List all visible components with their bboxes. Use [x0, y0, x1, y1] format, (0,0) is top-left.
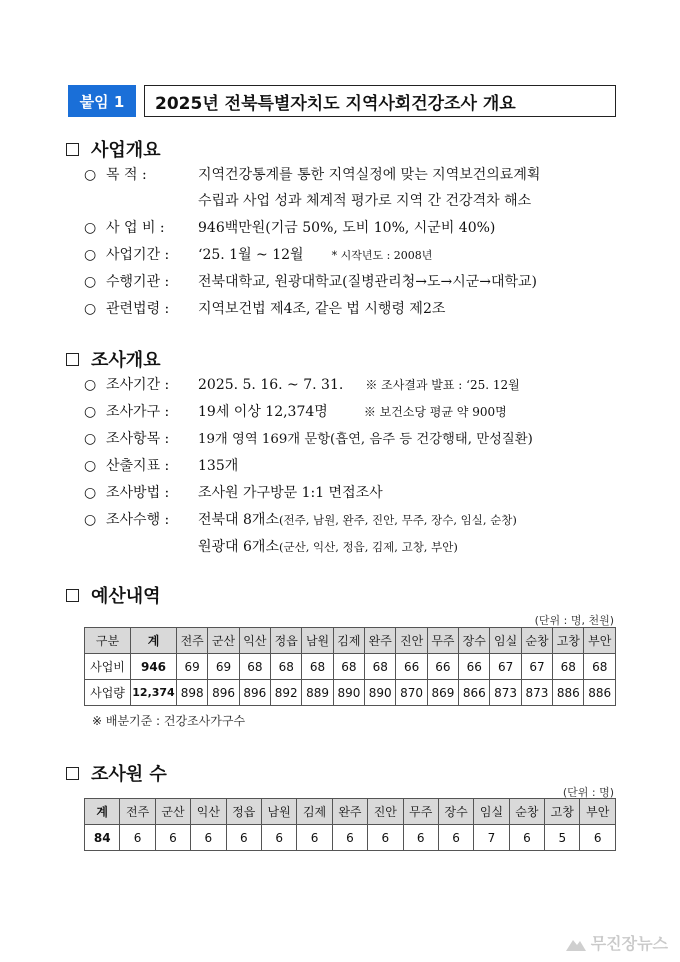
table-cell: 계 — [85, 799, 120, 825]
item-label: 수행기관 : — [106, 274, 170, 290]
table-cell: 69 — [177, 654, 208, 680]
circle-bullet-icon: ○ — [84, 404, 97, 420]
table-row — [85, 654, 616, 680]
item-value: 19개 영역 169개 문항(흡연, 음주 등 건강행태, 만성질환) — [198, 432, 533, 447]
surveyor-unit-label: (단위 : 명) — [562, 786, 614, 799]
table-cell: 7 — [474, 825, 509, 851]
item-label: 조사기간 : — [106, 377, 170, 393]
document-title: 2025년 전북특별자치도 지역사회건강조사 개요 — [144, 85, 616, 117]
table-cell: 889 — [302, 680, 333, 706]
item-value: 946백만원(기금 50%, 도비 10%, 시군비 40%) — [198, 220, 496, 236]
table-cell: 구분 — [85, 628, 131, 654]
list-item — [84, 482, 383, 502]
item-value: 2025. 5. 16. ~ 7. 31. — [198, 377, 344, 393]
table-cell: 김제 — [333, 628, 364, 654]
item-continuation-value: 원광대 6개소 — [198, 539, 279, 555]
title-row — [68, 85, 616, 117]
table-cell: 866 — [459, 680, 490, 706]
watermark-text: 무진장뉴스 — [590, 934, 668, 953]
item-label: 산출지표 : — [106, 458, 170, 474]
table-cell: 완주 — [365, 628, 396, 654]
item-label: 조사항목 : — [106, 431, 170, 447]
circle-bullet-icon: ○ — [84, 301, 97, 317]
list-item — [84, 244, 432, 264]
table-cell: 6 — [403, 825, 438, 851]
table-cell: 진안 — [368, 799, 403, 825]
item-value: ‘25. 1월 ~ 12월 — [198, 247, 304, 263]
table-cell: 고창 — [545, 799, 580, 825]
watermark — [565, 931, 668, 954]
list-item — [84, 509, 517, 529]
attachment-badge: 붙임 1 — [68, 85, 136, 117]
list-item — [84, 455, 238, 475]
table-cell: 84 — [85, 825, 120, 851]
section-heading-text: 조사개요 — [91, 350, 161, 371]
table-cell: 890 — [365, 680, 396, 706]
table-cell: 68 — [584, 654, 616, 680]
table-cell: 익산 — [239, 628, 270, 654]
item-value: 지역건강통계를 통한 지역실정에 맞는 지역보건의료계획 — [198, 167, 541, 183]
circle-bullet-icon: ○ — [84, 220, 97, 236]
budget-footnote: ※ 배분기준 : 건강조사가구수 — [92, 714, 246, 728]
item-value: 전북대학교, 원광대학교(질병관리청→도→시군→대학교) — [198, 274, 538, 290]
item-continuation — [198, 536, 458, 556]
table-cell: 무주 — [403, 799, 438, 825]
table-cell: 정읍 — [271, 628, 302, 654]
circle-bullet-icon: ○ — [84, 247, 97, 263]
square-bullet-icon — [66, 353, 79, 366]
table-cell: 12,374 — [131, 680, 177, 706]
item-note: ※ 보건소당 평균 약 900명 — [363, 405, 507, 419]
table-cell: 장수 — [438, 799, 473, 825]
section-heading-text: 조사원 수 — [91, 764, 167, 785]
table-cell: 946 — [131, 654, 177, 680]
table-cell: 67 — [521, 654, 552, 680]
table-cell: 69 — [208, 654, 239, 680]
table-cell: 896 — [239, 680, 270, 706]
list-item — [84, 401, 507, 421]
table-cell: 군산 — [208, 628, 239, 654]
table-cell: 6 — [261, 825, 296, 851]
section-heading-business — [66, 136, 161, 162]
table-cell: 886 — [584, 680, 616, 706]
square-bullet-icon — [66, 589, 79, 602]
item-value: 지역보건법 제4조, 같은 법 시행령 제2조 — [198, 301, 446, 317]
table-cell: 66 — [459, 654, 490, 680]
table-cell: 6 — [509, 825, 544, 851]
circle-bullet-icon: ○ — [84, 377, 97, 393]
item-label: 사 업 비 : — [106, 220, 165, 236]
table-cell: 896 — [208, 680, 239, 706]
table-cell: 완주 — [332, 799, 367, 825]
table-cell: 6 — [332, 825, 367, 851]
table-cell: 6 — [368, 825, 403, 851]
table-cell: 무주 — [427, 628, 458, 654]
section-heading-budget — [66, 582, 161, 608]
budget-unit-label: (단위 : 명, 천원) — [534, 614, 614, 627]
table-cell: 부안 — [580, 799, 616, 825]
circle-bullet-icon: ○ — [84, 274, 97, 290]
section-heading-survey — [66, 346, 161, 372]
table-cell: 898 — [177, 680, 208, 706]
table-cell: 진안 — [396, 628, 427, 654]
square-bullet-icon — [66, 767, 79, 780]
table-cell: 남원 — [302, 628, 333, 654]
table-cell: 부안 — [584, 628, 616, 654]
list-item — [84, 271, 537, 291]
table-cell: 군산 — [155, 799, 190, 825]
item-value: 조사원 가구방문 1:1 면접조사 — [198, 485, 383, 501]
table-cell: 5 — [545, 825, 580, 851]
table-cell: 890 — [333, 680, 364, 706]
table-cell: 사업량 — [85, 680, 131, 706]
item-continuation: 수립과 사업 성과 체계적 평가로 지역 간 건강격차 해소 — [198, 193, 532, 209]
item-label: 조사가구 : — [106, 404, 170, 420]
list-item — [84, 217, 495, 237]
item-label: 관련법령 : — [106, 301, 170, 317]
item-value: 19세 이상 12,374명 — [198, 404, 328, 420]
section-heading-text: 사업개요 — [91, 140, 161, 161]
table-cell: 6 — [191, 825, 226, 851]
item-label: 목 적 : — [106, 167, 147, 183]
section-heading-surveyors — [66, 760, 167, 786]
square-bullet-icon — [66, 143, 79, 156]
table-cell: 870 — [396, 680, 427, 706]
circle-bullet-icon: ○ — [84, 485, 97, 501]
table-cell: 임실 — [474, 799, 509, 825]
table-cell: 전주 — [177, 628, 208, 654]
table-cell: 고창 — [553, 628, 584, 654]
item-label: 조사방법 : — [106, 485, 170, 501]
table-row — [85, 825, 616, 851]
table-cell: 남원 — [261, 799, 296, 825]
circle-bullet-icon: ○ — [84, 512, 97, 528]
item-label: 사업기간 : — [106, 247, 170, 263]
budget-table — [84, 627, 616, 706]
table-cell: 계 — [131, 628, 177, 654]
list-item — [84, 374, 520, 394]
table-cell: 김제 — [297, 799, 332, 825]
item-value: 전북대 8개소 — [198, 512, 279, 528]
table-cell: 정읍 — [226, 799, 261, 825]
list-item — [84, 298, 445, 318]
surveyor-table — [84, 798, 616, 851]
table-cell: 67 — [490, 654, 521, 680]
table-cell: 873 — [521, 680, 552, 706]
table-cell: 66 — [427, 654, 458, 680]
table-cell: 68 — [271, 654, 302, 680]
table-cell: 869 — [427, 680, 458, 706]
item-continuation-note: (군산, 익산, 정읍, 김제, 고창, 부안) — [278, 540, 458, 554]
section-heading-text: 예산내역 — [91, 586, 161, 607]
table-cell: 임실 — [490, 628, 521, 654]
table-cell: 68 — [239, 654, 270, 680]
item-label: 조사수행 : — [106, 512, 170, 528]
table-cell: 68 — [302, 654, 333, 680]
table-cell: 873 — [490, 680, 521, 706]
table-cell: 66 — [396, 654, 427, 680]
table-cell: 익산 — [191, 799, 226, 825]
table-row — [85, 680, 616, 706]
table-cell: 순창 — [521, 628, 552, 654]
table-cell: 6 — [120, 825, 155, 851]
table-cell: 장수 — [459, 628, 490, 654]
circle-bullet-icon: ○ — [84, 431, 97, 447]
table-cell: 6 — [580, 825, 616, 851]
table-cell: 68 — [333, 654, 364, 680]
table-cell: 6 — [438, 825, 473, 851]
table-cell: 886 — [553, 680, 584, 706]
table-cell: 892 — [271, 680, 302, 706]
table-cell: 6 — [297, 825, 332, 851]
table-cell: 6 — [155, 825, 190, 851]
item-note: ※ 조사결과 발표 : ‘25. 12월 — [365, 378, 520, 392]
table-cell: 사업비 — [85, 654, 131, 680]
list-item — [84, 428, 533, 448]
mountain-logo-icon — [565, 934, 587, 952]
table-cell: 순창 — [509, 799, 544, 825]
item-note: (전주, 남원, 완주, 진안, 무주, 장수, 임실, 순창) — [278, 513, 517, 527]
table-cell: 6 — [226, 825, 261, 851]
table-cell: 68 — [553, 654, 584, 680]
list-item — [84, 164, 540, 184]
item-note: * 시작년도 : 2008년 — [331, 249, 433, 262]
item-value: 135개 — [198, 458, 239, 474]
circle-bullet-icon: ○ — [84, 167, 97, 183]
table-cell: 전주 — [120, 799, 155, 825]
circle-bullet-icon: ○ — [84, 458, 97, 474]
table-cell: 68 — [365, 654, 396, 680]
surveyor-header-row — [85, 799, 616, 825]
budget-header-row — [85, 628, 616, 654]
